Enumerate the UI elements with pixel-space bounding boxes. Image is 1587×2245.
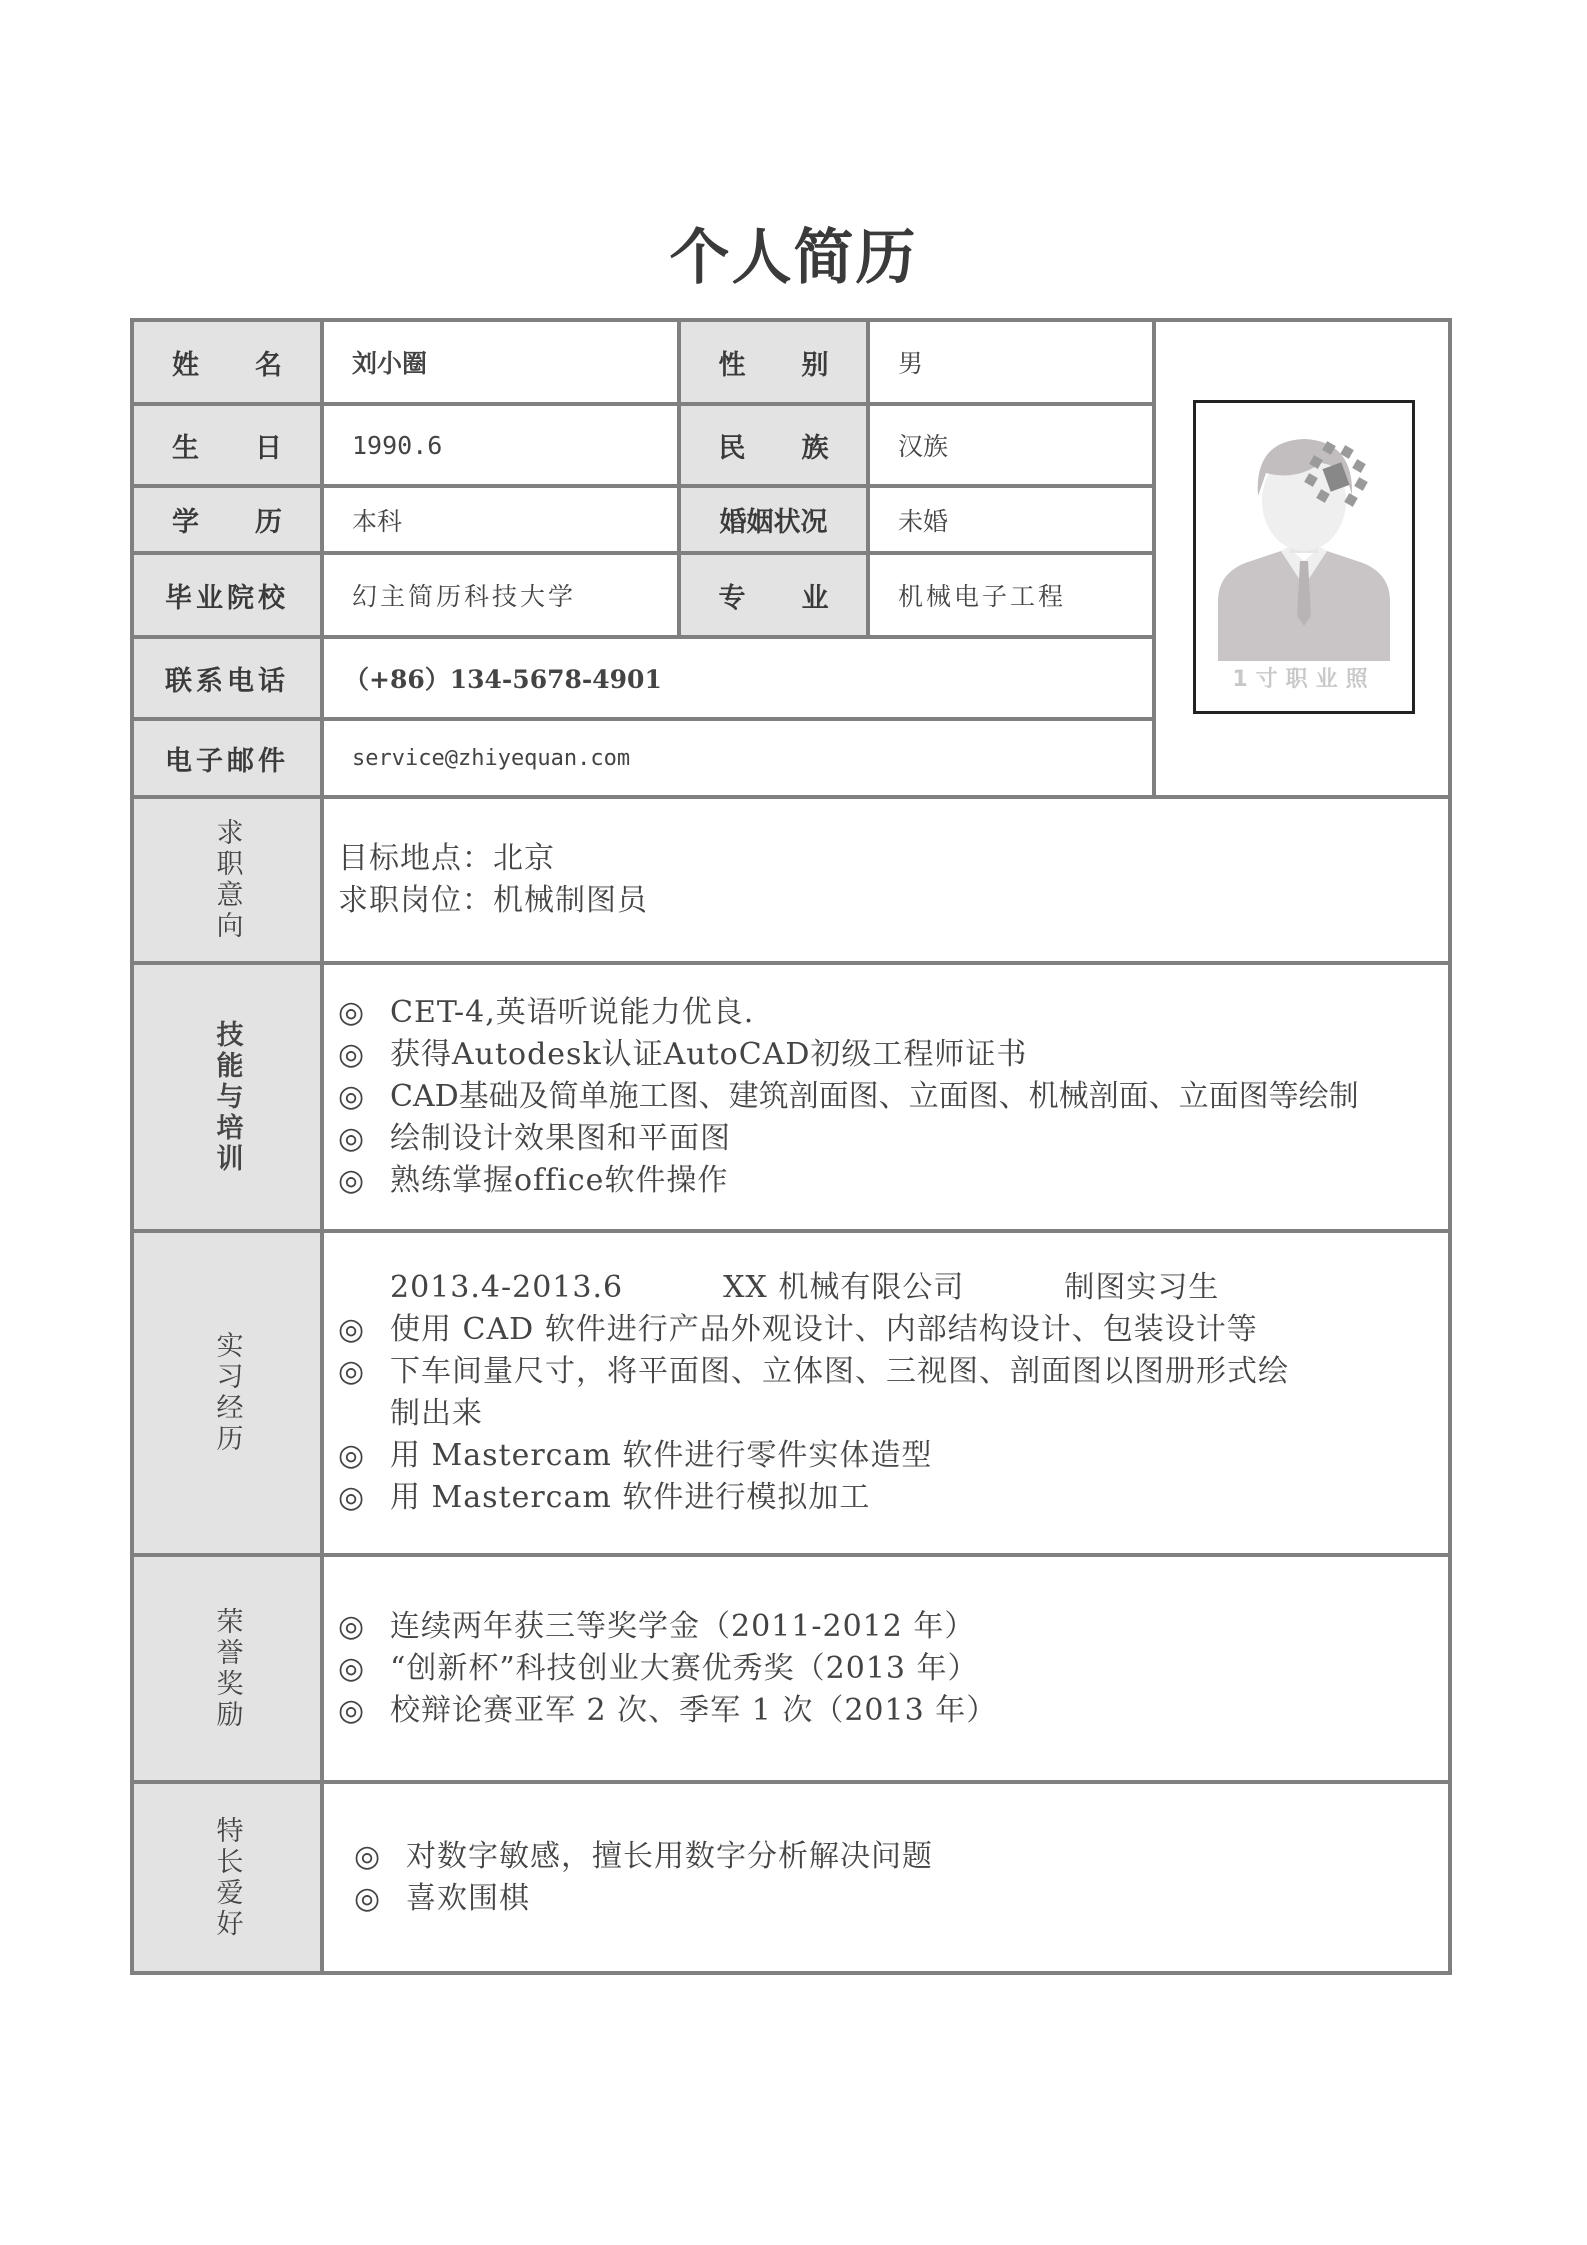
bullet-icon: ◎: [338, 1608, 366, 1644]
ethnicity-label: [681, 406, 866, 484]
birth-label: [134, 406, 320, 484]
skills-label-text: 技能与培训: [211, 1019, 243, 1175]
honor-item: [338, 1690, 997, 1732]
bullet-icon: ◎: [338, 1354, 366, 1389]
email-value: [324, 721, 1152, 795]
divider: [866, 322, 870, 635]
target-location: 目标地点：北京: [338, 841, 555, 876]
internship-item: [338, 1477, 870, 1519]
email-label-text: 电子邮件: [165, 745, 289, 777]
internship-label: [134, 1233, 320, 1553]
bullet-icon: ◎: [338, 1037, 366, 1072]
major-label-char-2: 业: [801, 582, 829, 614]
birth-label-char-2: 日: [255, 432, 282, 464]
honor-item-text: 校辩论赛亚军 2 次、季军 1 次（2013 年）: [390, 1692, 998, 1728]
major-label-char-1: 专: [718, 582, 746, 614]
divider: [134, 961, 1448, 965]
gender-text: 男: [898, 349, 924, 378]
divider: [134, 1553, 1448, 1557]
phone-value: [324, 639, 1152, 717]
photo-placeholder[interactable]: [1193, 400, 1415, 714]
internship-item-text: 用 Mastercam 软件进行模拟加工: [390, 1480, 871, 1515]
divider: [1152, 322, 1156, 799]
name-text: 刘小圈: [352, 349, 428, 378]
divider: [134, 1229, 1448, 1233]
internship-item-text: 用 Mastercam 软件进行零件实体造型: [390, 1438, 933, 1473]
divider: [134, 551, 1156, 555]
divider: [134, 717, 1156, 721]
honor-item-text: 连续两年获三等奖学金（2011-2012 年）: [390, 1608, 976, 1644]
divider: [134, 484, 1156, 488]
photo-caption: 1寸职业照: [1232, 667, 1376, 692]
target-position: 求职岗位：机械制图员: [338, 883, 648, 918]
gender-label-char-2: 别: [801, 349, 829, 381]
marital-label: [681, 488, 866, 551]
name-label: [134, 322, 320, 402]
phone-text: （+86）134-5678-4901: [344, 665, 662, 694]
internship-item: [338, 1435, 932, 1477]
school-label-text: 毕业院校: [165, 582, 289, 614]
hobbies-body: [324, 1784, 1448, 1971]
skills-body: [324, 965, 1448, 1229]
divider: [134, 635, 1156, 639]
phone-label-text: 联系电话: [165, 665, 289, 697]
school-value: [324, 555, 677, 635]
bullet-icon: ◎: [338, 1079, 365, 1114]
divider: [134, 402, 1156, 406]
gender-label-char-1: 性: [718, 349, 746, 381]
job-intention-label: [134, 799, 320, 961]
bullet-icon: ◎: [338, 1121, 366, 1156]
bullet-icon: ◎: [354, 1838, 382, 1874]
hobby-item-text: 对数字敏感，擅长用数字分析解决问题: [406, 1838, 933, 1874]
gender-label: [681, 322, 866, 402]
ethnicity-value: [870, 406, 1152, 484]
person-silhouette-icon: [1196, 411, 1412, 661]
school-label: [134, 555, 320, 635]
bullet-icon: ◎: [338, 1163, 366, 1198]
phone-label: [134, 639, 320, 717]
education-value: [324, 488, 677, 551]
skill-item: [338, 1118, 731, 1160]
ethnicity-label-char-2: 族: [801, 432, 829, 464]
major-text: 机械电子工程: [898, 582, 1067, 611]
honors-label-text: 荣誉奖励: [211, 1606, 243, 1731]
email-text: service@zhiyequan.com: [352, 745, 631, 771]
skill-item: [338, 1034, 1027, 1076]
internship-header: [338, 1267, 1219, 1309]
email-label: [134, 721, 320, 795]
hobby-item: [354, 1878, 530, 1920]
bullet-icon: ◎: [338, 995, 366, 1030]
hobby-item: [354, 1836, 933, 1878]
education-text: 本科: [352, 506, 403, 536]
major-label: [681, 555, 866, 635]
ethnicity-text: 汉族: [898, 432, 949, 461]
internship-item: [338, 1351, 1289, 1393]
internship-item: [338, 1309, 1258, 1351]
internship-item-text: 下车间量尺寸，将平面图、立体图、三视图、剖面图以图册形式绘: [390, 1354, 1289, 1389]
name-label-char-1: 姓: [172, 349, 199, 381]
skill-item-text: 熟练掌握office软件操作: [390, 1163, 729, 1198]
bullet-icon: ◎: [338, 1312, 366, 1347]
education-label-char-2: 历: [255, 507, 282, 538]
divider: [677, 322, 681, 635]
ethnicity-label-char-1: 民: [718, 432, 746, 464]
birth-text: 1990.6: [352, 430, 443, 460]
job-intention-body: [324, 799, 1448, 961]
internship-company: XX 机械有限公司: [723, 1270, 965, 1305]
skill-item: [338, 992, 754, 1034]
hobbies-label: [134, 1784, 320, 1971]
marital-label-text: 婚姻状况: [719, 507, 828, 538]
honor-item-text: “创新杯”科技创业大赛优秀奖（2013 年）: [390, 1650, 979, 1686]
birth-label-char-1: 生: [172, 432, 199, 464]
skill-item: [338, 1160, 728, 1202]
divider: [134, 795, 1448, 799]
marital-value: [870, 488, 1152, 551]
education-label-char-1: 学: [172, 507, 199, 538]
internship-body: [324, 1233, 1448, 1553]
page-title: 个人简历: [669, 223, 918, 293]
honor-item: [338, 1648, 979, 1690]
hobby-item-text: 喜欢围棋: [406, 1880, 530, 1916]
hobbies-label-text: 特长爱好: [211, 1815, 243, 1940]
honor-item: [338, 1606, 975, 1648]
internship-position: 制图实习生: [1064, 1270, 1220, 1305]
bullet-icon: ◎: [354, 1880, 382, 1916]
skills-label: [134, 965, 320, 1229]
internship-label-text: 实习经历: [211, 1331, 243, 1455]
major-value: [870, 555, 1152, 635]
skill-item-text: 获得Autodesk认证AutoCAD初级工程师证书: [390, 1037, 1028, 1072]
honors-label: [134, 1557, 320, 1780]
skill-item: [338, 1076, 1359, 1118]
school-text: 幻主简历科技大学: [352, 582, 577, 611]
divider: [320, 322, 324, 1971]
bullet-icon: ◎: [338, 1650, 366, 1686]
education-label: [134, 488, 320, 551]
job-intention-label-text: 求职意向: [211, 818, 243, 942]
bullet-icon: ◎: [338, 1692, 366, 1728]
internship-item-continuation-text: 制出来: [390, 1396, 483, 1431]
internship-item-text: 使用 CAD 软件进行产品外观设计、内部结构设计、包装设计等: [390, 1312, 1258, 1347]
bullet-icon: ◎: [338, 1438, 366, 1473]
skill-item-text: CAD基础及简单施工图、建筑剖面图、立面图、机械剖面、立面图等绘制: [390, 1079, 1359, 1114]
internship-item-continuation: [338, 1393, 483, 1435]
birth-value: [324, 406, 677, 484]
skill-item-text: CET-4,英语听说能力优良.: [390, 995, 755, 1030]
divider: [134, 1780, 1448, 1784]
name-value: [324, 322, 677, 402]
skill-item-text: 绘制设计效果图和平面图: [390, 1121, 731, 1156]
gender-value: [870, 322, 1152, 402]
internship-period: 2013.4-2013.6: [390, 1270, 624, 1305]
marital-text: 未婚: [898, 506, 949, 536]
honors-body: [324, 1557, 1448, 1780]
name-label-char-2: 名: [255, 349, 282, 381]
bullet-icon: ◎: [338, 1480, 366, 1515]
